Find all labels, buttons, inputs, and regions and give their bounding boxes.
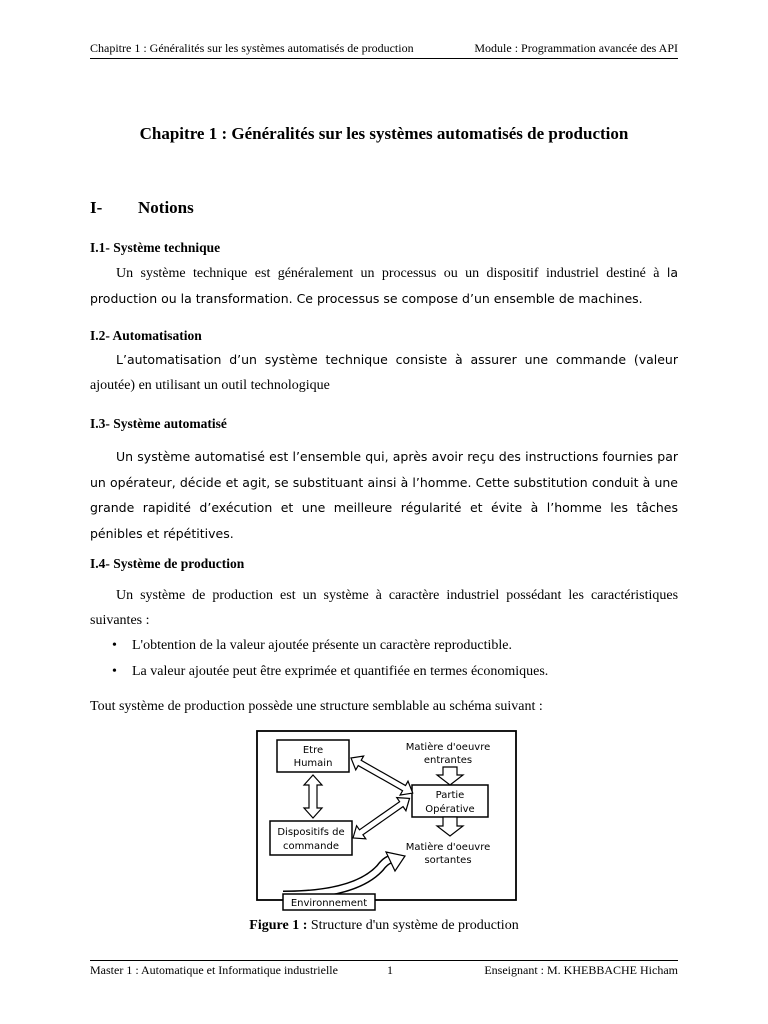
footer-teacher: Enseignant : M. KHEBBACHE Hicham bbox=[484, 963, 678, 977]
footer-divider bbox=[90, 960, 678, 961]
paragraph-line: Un système de production est un système à caractère industriel possédant les bbox=[116, 588, 584, 603]
figure-label: Figure 1 : bbox=[249, 918, 308, 933]
environnement-label: Environnement bbox=[290, 898, 368, 909]
figure-caption bbox=[0, 918, 768, 934]
page-header bbox=[90, 38, 678, 59]
partie-operative-label-2: Opérative bbox=[425, 804, 475, 815]
list-item: • La valeur ajoutée peut être exprimée et quantifiée en termes économiques. bbox=[90, 659, 678, 685]
section-heading bbox=[90, 198, 194, 218]
paragraph-automatisation bbox=[90, 348, 678, 398]
paragraph-line: et répétitives. bbox=[146, 525, 234, 541]
etre-humain-label-1: Etre bbox=[302, 745, 324, 756]
dispositifs-label-1: Dispositifs de bbox=[277, 827, 345, 838]
paragraph-line: Un système technique est généralement un processus ou un dispositif industriel destiné à bbox=[116, 266, 660, 281]
figure-intro: Tout système de production possède une structure semblable au schéma suivant : bbox=[90, 699, 543, 714]
paragraph-systeme-production bbox=[90, 584, 678, 633]
section-number: I- bbox=[90, 198, 103, 217]
paragraph-line: grande rapidité d’exécution et une meilleure régularité et évite à l’homme les tâches pénibles bbox=[90, 500, 678, 541]
paragraph-line: L’automatisation d’un système technique consiste à assurer une commande (valeur bbox=[116, 352, 678, 367]
header-chapter: Chapitre 1 : Généralités sur les systèmes automatisés de production bbox=[90, 41, 414, 55]
production-system-diagram bbox=[255, 728, 519, 914]
matiere-entrantes-label-2: entrantes bbox=[423, 755, 473, 766]
etre-humain-label-2: Humain bbox=[293, 758, 333, 769]
page-number: 1 bbox=[387, 963, 393, 977]
subsection-title: I.1- Système technique bbox=[90, 240, 221, 255]
dispositifs-label-2: commande bbox=[282, 841, 340, 852]
matiere-entrantes-label-1: Matière d'oeuvre bbox=[405, 742, 491, 753]
list-item: • L'obtention de la valeur ajoutée présente un caractère reproductible. bbox=[90, 633, 678, 659]
subsection-title: I.3- Système automatisé bbox=[90, 416, 227, 431]
paragraph-line: Un système automatisé est l’ensemble qui, après avoir reçu des instructions fournies par bbox=[116, 449, 678, 464]
characteristics-list bbox=[90, 633, 678, 685]
paragraph-line: caractéristiques suivantes : bbox=[90, 588, 679, 628]
matiere-sortantes-label-2: sortantes bbox=[424, 855, 472, 866]
subsection-title: I.4- Système de production bbox=[90, 556, 245, 571]
subsection-title: I.2- Automatisation bbox=[90, 328, 202, 343]
partie-operative-label-1: Partie bbox=[435, 790, 465, 801]
footer-program: Master 1 : Automatique et Informatique industrielle bbox=[90, 963, 338, 977]
chapter-title: Chapitre 1 : Généralités sur les systèmes automatisés de production bbox=[139, 124, 629, 143]
figure-text: Structure d'un système de production bbox=[310, 918, 519, 933]
paragraph-systeme-automatise bbox=[90, 444, 678, 546]
paragraph-line: ajoutée) en utilisant un outil technologique bbox=[90, 377, 330, 393]
paragraph-line: un opérateur, décide et agit, se substituant ainsi à l’homme. Cette substitution conduit à une bbox=[90, 474, 678, 490]
paragraph-line: la production ou la transformation. Ce processus se compose d’un ensemble de machines. bbox=[90, 265, 679, 306]
section-title: Notions bbox=[138, 198, 194, 217]
paragraph-system-technique bbox=[90, 261, 678, 312]
matiere-sortantes-label-1: Matière d'oeuvre bbox=[405, 842, 491, 853]
header-module: Module : Programmation avancée des API bbox=[474, 41, 678, 55]
